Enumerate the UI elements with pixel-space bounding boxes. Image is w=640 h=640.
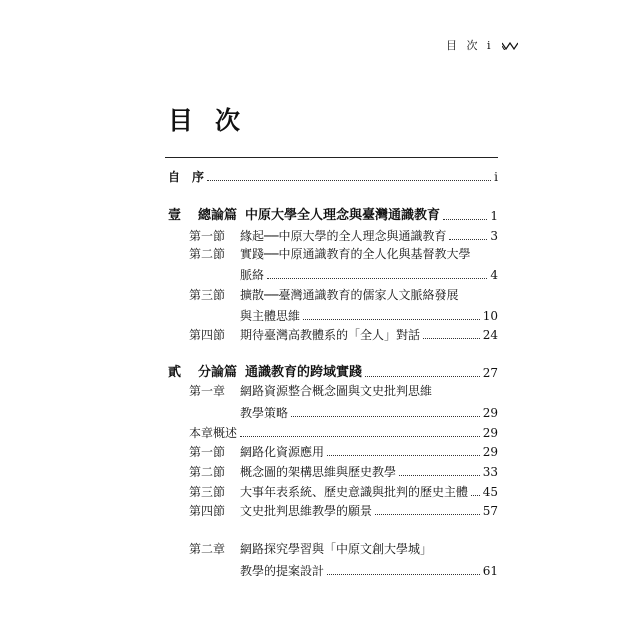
section-label: 第三節 <box>189 485 226 499</box>
toc-entry-page: i <box>494 170 498 184</box>
running-head-label: 目 次 <box>445 39 481 52</box>
ornament-icon <box>502 42 518 50</box>
overview-title: 本章概述 <box>189 426 238 440</box>
chapter-title: 網路資源整合概念圖與文史批判思維 <box>240 384 433 398</box>
toc-entry-part2 <box>168 364 498 380</box>
section-title-continued: 與主體思維 <box>240 309 301 323</box>
toc-entry-page: 4 <box>490 268 498 282</box>
part-title: 中原大學全人理念與臺灣通識教育 <box>245 208 441 223</box>
toc-entry-page: 10 <box>482 309 498 323</box>
toc-entry-page: 61 <box>482 564 498 578</box>
section-label: 第四節 <box>189 504 226 518</box>
running-head-folio: i <box>486 39 494 52</box>
running-head <box>446 37 518 53</box>
page-title: 目次 <box>168 106 263 135</box>
dot-leader <box>327 455 480 456</box>
chapter-title: 網路探究學習與「中原文創大學城」 <box>240 542 433 556</box>
dot-leader <box>291 416 480 417</box>
dot-leader <box>375 514 480 515</box>
chapter-title-continued: 教學策略 <box>240 406 289 420</box>
dot-leader <box>327 574 480 575</box>
toc-entry-section <box>189 483 498 499</box>
toc-entry-section <box>189 326 498 342</box>
dot-leader <box>449 239 487 240</box>
dot-leader <box>399 475 480 476</box>
toc-entry-section <box>189 227 498 243</box>
toc-entry-page: 24 <box>482 328 498 342</box>
toc-entry-continuation <box>240 404 498 420</box>
part-kind: 總論篇 <box>198 208 238 223</box>
toc-entry-section <box>189 463 498 479</box>
toc-entry-page: 33 <box>482 465 498 479</box>
section-title-continued: 脈絡 <box>240 268 265 282</box>
part-label: 壹 <box>168 208 182 223</box>
toc-entry-overview <box>189 424 498 440</box>
section-title: 期待臺灣高教體系的「全人」對話 <box>240 328 421 342</box>
section-title: 實踐──中原通識教育的全人化與基督教大學 <box>240 247 471 261</box>
toc-entry-chapter <box>189 384 432 400</box>
dot-leader <box>365 376 480 377</box>
section-label: 第二節 <box>189 465 226 479</box>
section-label: 第一節 <box>189 445 226 459</box>
dot-leader <box>423 338 480 339</box>
section-label: 第三節 <box>189 288 226 302</box>
toc-entry-page: 3 <box>490 229 498 243</box>
part-label: 貳 <box>168 365 182 380</box>
toc-entry-continuation <box>240 266 498 282</box>
section-title: 緣起──中原大學的全人理念與通識教育 <box>240 229 447 243</box>
dot-leader <box>471 495 480 496</box>
part-title: 通識教育的跨域實踐 <box>245 365 363 380</box>
section-label: 第一節 <box>189 229 226 243</box>
toc-entry-section <box>189 502 498 518</box>
section-title: 網路化資源應用 <box>240 445 325 459</box>
toc-entry-page: 29 <box>482 406 498 420</box>
toc-entry-page: 29 <box>482 426 498 440</box>
toc-entry-page: 45 <box>482 485 498 499</box>
section-title: 大事年表系統、歷史意識與批判的歷史主體 <box>240 485 469 499</box>
title-rule <box>165 157 498 158</box>
dot-leader <box>267 278 487 279</box>
section-title: 文史批判思維教學的願景 <box>240 504 373 518</box>
toc-entry-section <box>189 247 470 263</box>
chapter-label: 第一章 <box>189 384 226 398</box>
toc-entry-part1 <box>168 207 498 223</box>
toc-entry-continuation <box>240 307 498 323</box>
chapter-label: 第二章 <box>189 542 226 556</box>
part-kind: 分論篇 <box>198 365 238 380</box>
toc-entry-section <box>189 443 498 459</box>
toc-entry-page: 27 <box>482 366 498 380</box>
toc-entry-chapter <box>189 542 432 558</box>
toc-entry-continuation <box>240 562 498 578</box>
chapter-title-continued: 教學的提案設計 <box>240 564 325 578</box>
section-label: 第二節 <box>189 247 226 261</box>
dot-leader <box>443 219 487 220</box>
section-title: 概念圖的架構思維與歷史教學 <box>240 465 397 479</box>
dot-leader <box>207 180 491 181</box>
toc-entry-section <box>189 288 458 304</box>
section-label: 第四節 <box>189 328 226 342</box>
dot-leader <box>303 319 480 320</box>
toc-entry-page: 29 <box>482 445 498 459</box>
toc-entry-preface <box>168 168 498 184</box>
section-title: 擴散──臺灣通識教育的儒家人文脈絡發展 <box>240 288 459 302</box>
toc-entry-label: 自 序 <box>168 170 205 184</box>
toc-entry-page: 1 <box>490 209 498 223</box>
toc-entry-page: 57 <box>482 504 498 518</box>
dot-leader <box>240 436 480 437</box>
